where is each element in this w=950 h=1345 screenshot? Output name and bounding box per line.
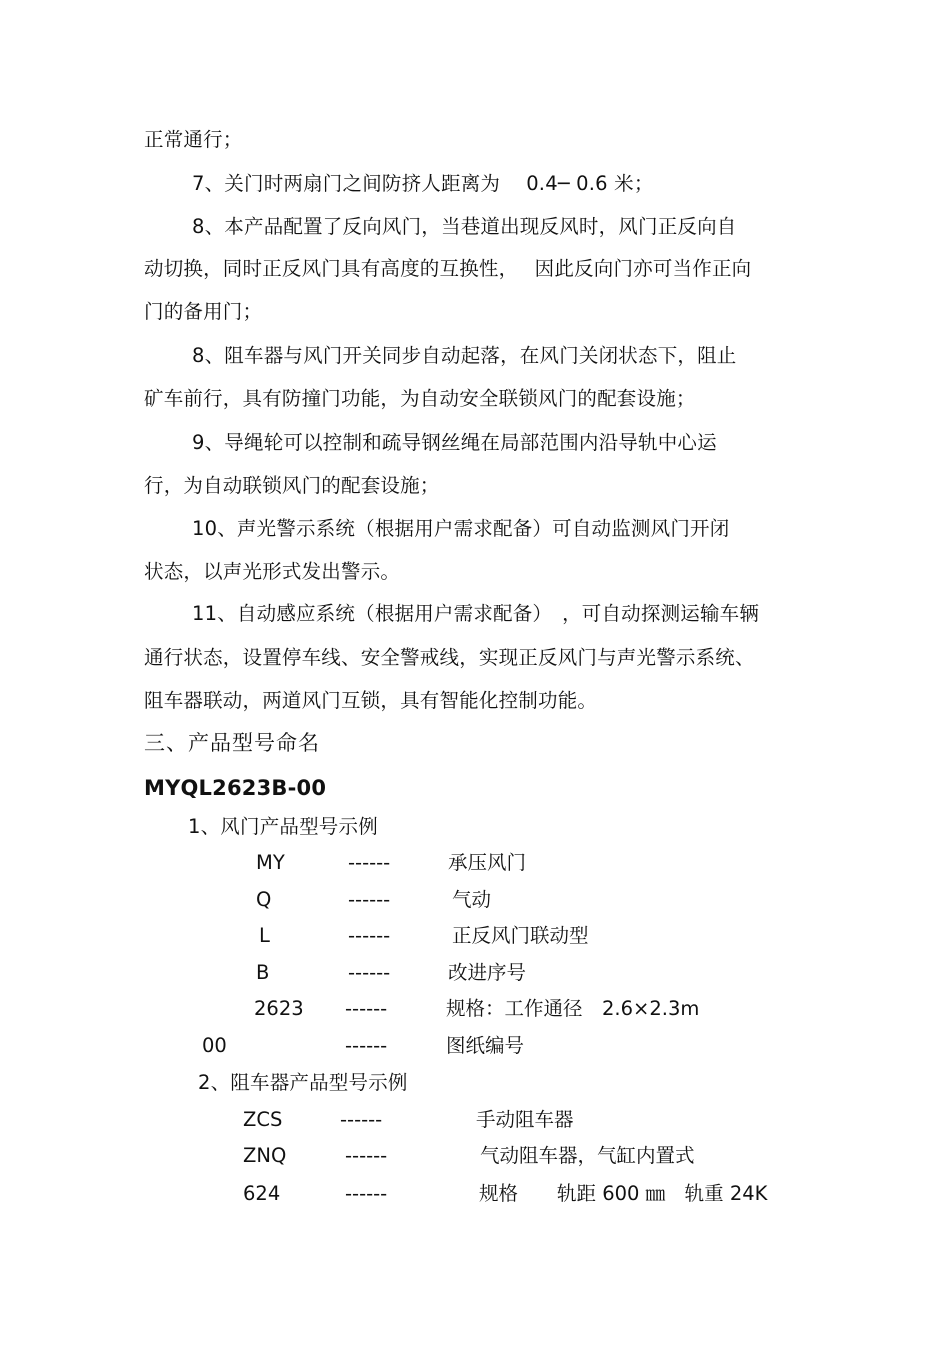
door-code: B — [256, 961, 270, 984]
model-code: MYQL2623B-00 — [144, 776, 327, 800]
paragraph-line: 正常通行； — [144, 128, 243, 151]
paragraph-line: 通行状态，设置停车线、安全警戒线，实现正反风门与声光警示系统、 — [144, 646, 755, 669]
stopper-example-title: 2、阻车器产品型号示例 — [198, 1071, 408, 1094]
door-code: L — [259, 924, 270, 947]
door-meaning: 气动 — [452, 888, 492, 911]
stopper-code: ZCS — [243, 1108, 283, 1131]
door-dash: ------ — [348, 924, 391, 947]
door-meaning: 正反风门联动型 — [452, 924, 589, 947]
paragraph-line: 矿车前行，具有防撞门功能，为自动安全联锁风门的配套设施； — [144, 387, 696, 410]
section-heading: 三、产品型号命名 — [144, 731, 320, 755]
door-dash: ------ — [345, 997, 388, 1020]
door-meaning: 改进序号 — [448, 961, 527, 984]
paragraph-line: 8、本产品配置了反向风门，当巷道出现反风时，风门正反向自 — [192, 215, 737, 238]
stopper-meaning: 手动阻车器 — [476, 1108, 574, 1131]
door-meaning: 承压风门 — [448, 851, 527, 874]
stopper-dash: ------ — [340, 1108, 383, 1131]
door-dash: ------ — [345, 1034, 388, 1057]
door-dash: ------ — [348, 888, 391, 911]
paragraph-line: 11、自动感应系统（根据用户需求配备） ，可自动探测运输车辆 — [192, 602, 760, 625]
paragraph-line: 状态，以声光形式发出警示。 — [144, 560, 401, 583]
paragraph-line: 7、关门时两扇门之间防挤人距离为 0.4─ 0.6 米； — [192, 172, 654, 195]
stopper-dash: ------ — [345, 1144, 388, 1167]
paragraph-line: 阻车器联动，两道风门互锁，具有智能化控制功能。 — [144, 689, 598, 712]
door-code: Q — [256, 888, 272, 911]
door-code: 00 — [202, 1034, 227, 1057]
door-code: 2623 — [254, 997, 304, 1020]
stopper-dash: ------ — [345, 1182, 388, 1205]
door-meaning: 规格：工作通径 2.6×2.3m — [446, 997, 700, 1020]
stopper-meaning: 规格 轨距 600 ㎜ 轨重 24K — [479, 1182, 768, 1205]
stopper-meaning: 气动阻车器，气缸内置式 — [480, 1144, 695, 1167]
door-dash: ------ — [348, 961, 391, 984]
door-dash: ------ — [348, 851, 391, 874]
door-code: MY — [256, 851, 285, 874]
door-meaning: 图纸编号 — [446, 1034, 525, 1057]
stopper-code: ZNQ — [243, 1144, 287, 1167]
paragraph-line: 行，为自动联锁风门的配套设施； — [144, 474, 440, 497]
paragraph-line: 8、阻车器与风门开关同步自动起落，在风门关闭状态下，阻止 — [192, 344, 737, 367]
door-example-title: 1、风门产品型号示例 — [188, 815, 378, 838]
paragraph-line: 动切换，同时正反风门具有高度的互换性， 因此反向门亦可当作正向 — [144, 257, 752, 280]
paragraph-line: 10、声光警示系统（根据用户需求配备）可自动监测风门开闭 — [192, 517, 730, 540]
paragraph-line: 门的备用门； — [144, 300, 263, 323]
paragraph-line: 9、导绳轮可以控制和疏导钢丝绳在局部范围内沿导轨中心运 — [192, 431, 717, 454]
stopper-code: 624 — [243, 1182, 281, 1205]
